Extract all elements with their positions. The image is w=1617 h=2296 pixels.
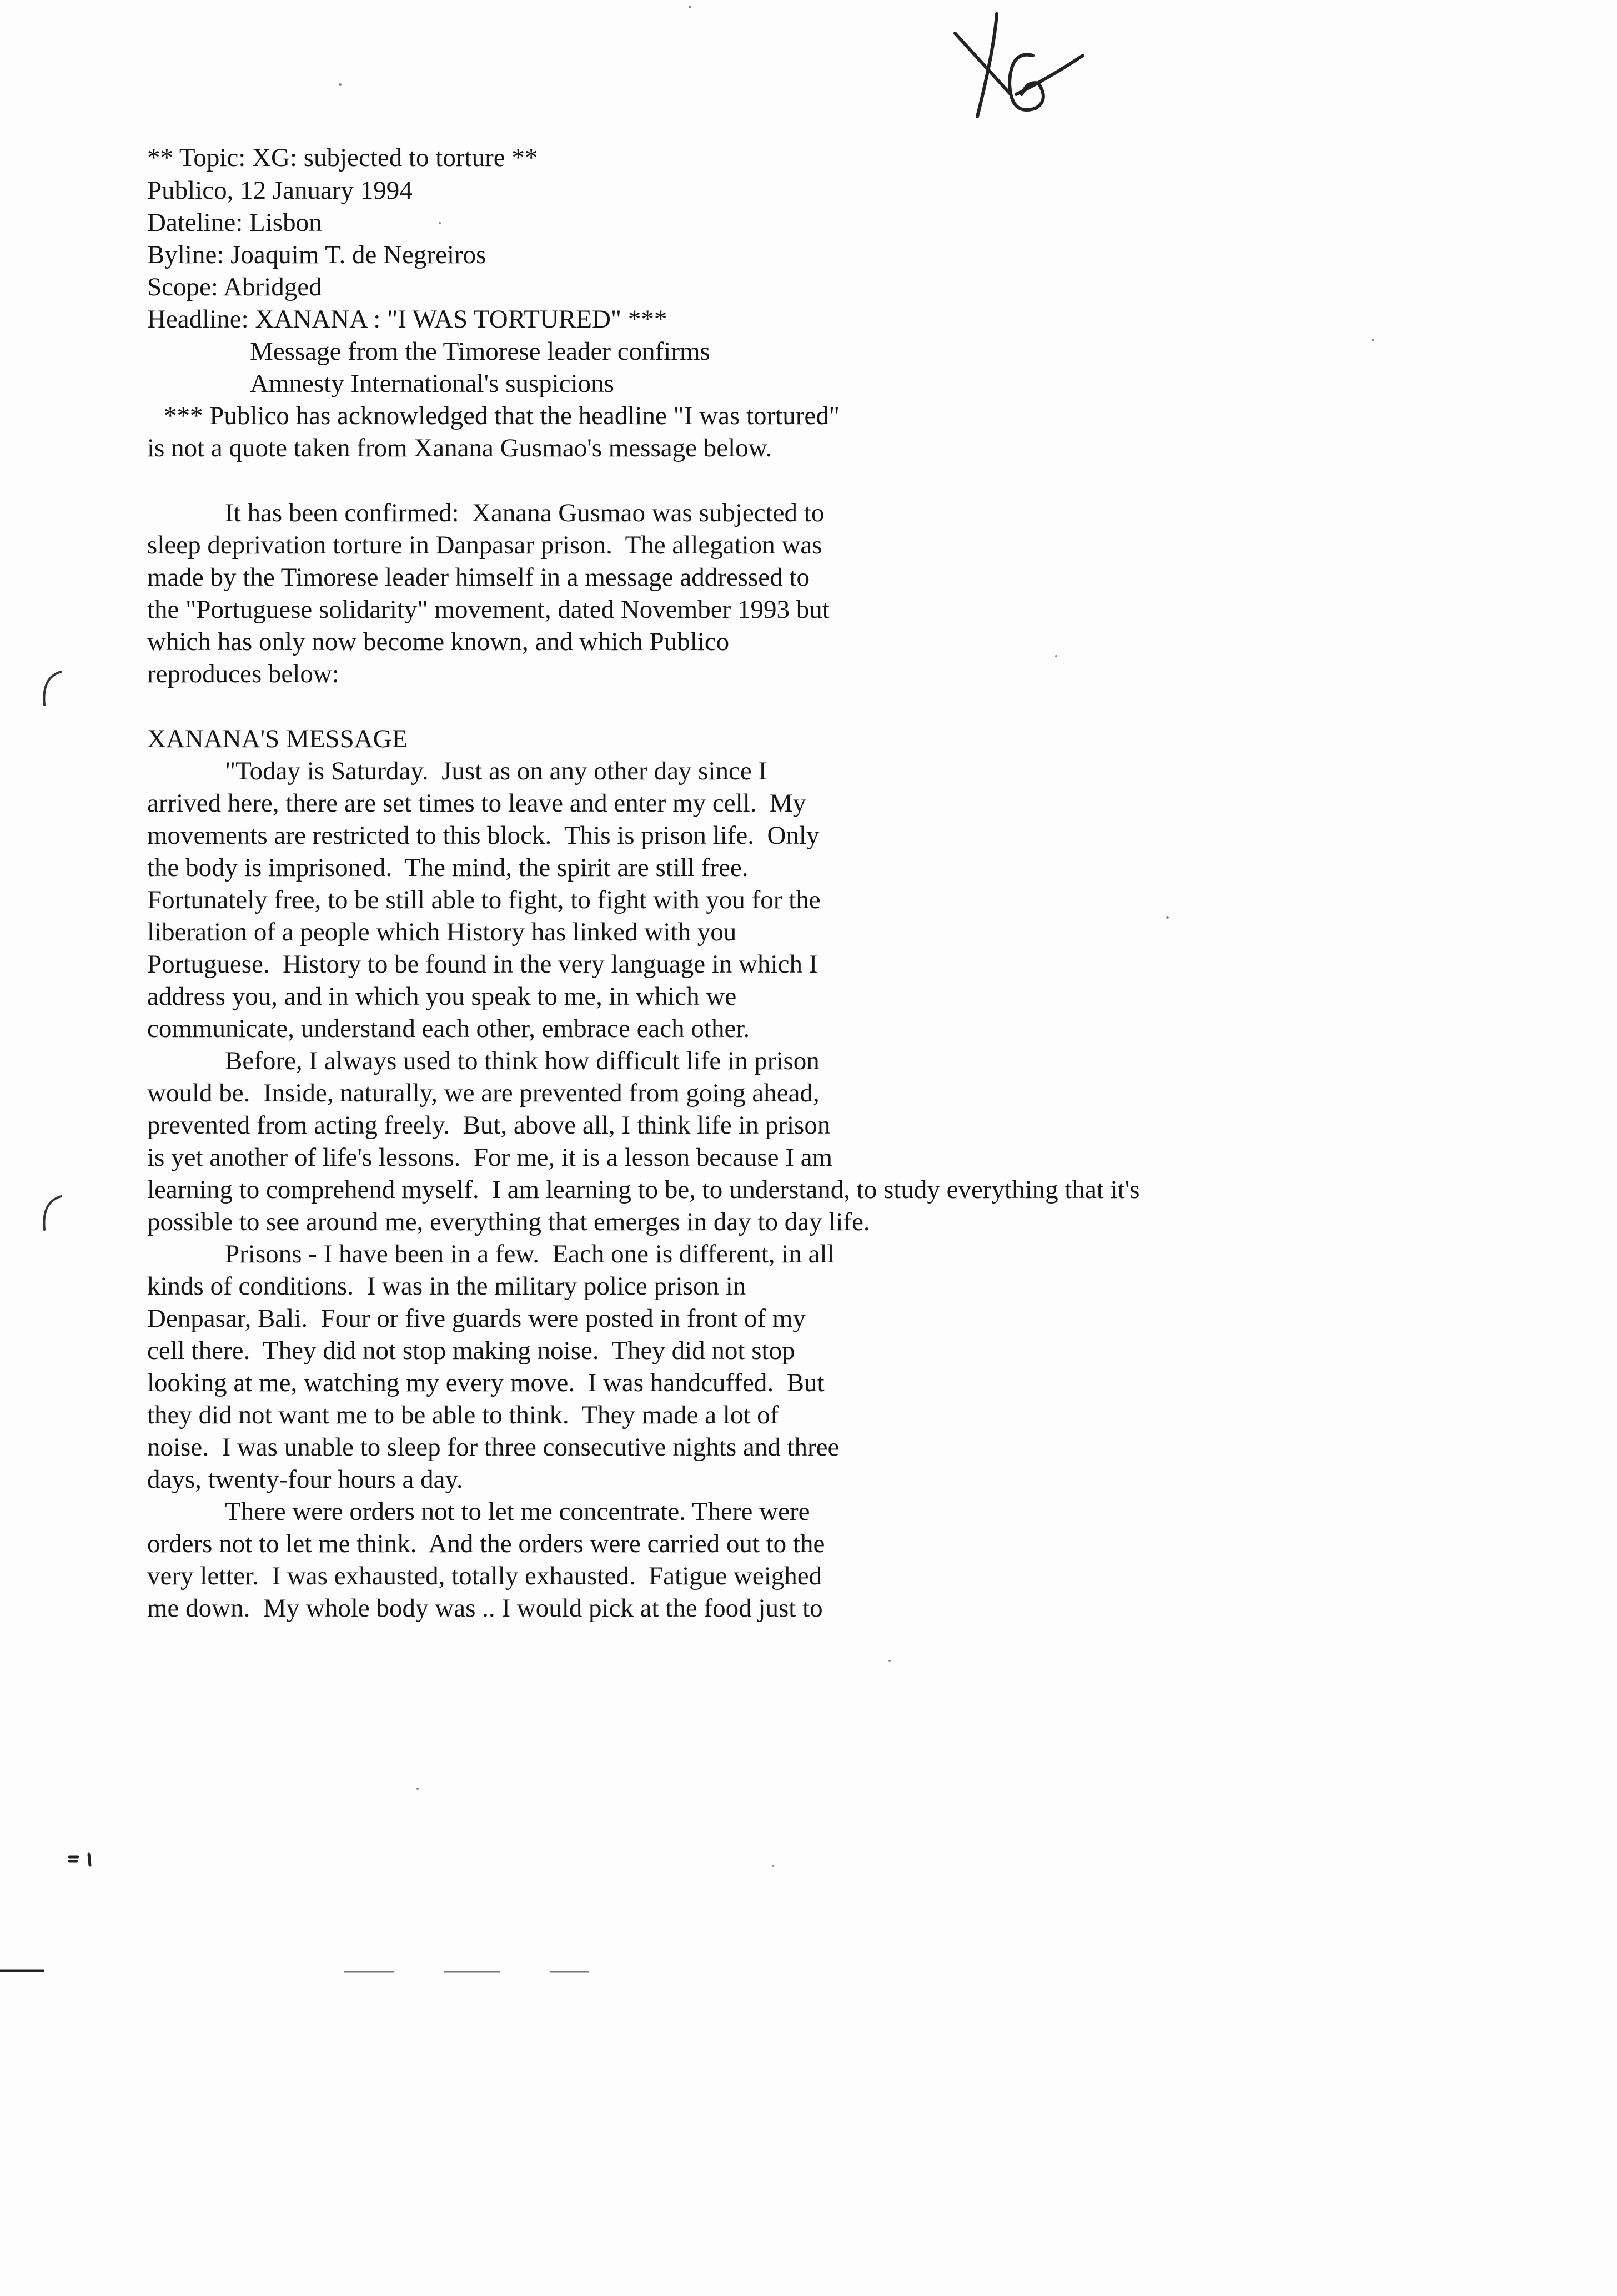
headline-line: Headline: XANANA : "I WAS TORTURED" *** (147, 305, 667, 334)
scan-speck (1372, 339, 1374, 341)
handwritten-xg-mark (944, 11, 1088, 139)
subhead-line-2: Amnesty International's suspicions (250, 369, 614, 398)
scan-speck (339, 83, 342, 86)
scan-edge-line (0, 1965, 611, 1976)
intro-line: which has only now become known, and which Publico (147, 627, 730, 656)
intro-line: reproduces below: (147, 659, 339, 688)
margin-punch-mark (39, 666, 67, 711)
message-line: movements are restricted to this block. This is prison life. Only (147, 821, 820, 850)
message-line: address you, and in which you speak to me, in which we (147, 982, 737, 1011)
message-line: orders not to let me think. And the orders were carried out to the (147, 1529, 825, 1558)
message-line: noise. I was unable to sleep for three consecutive nights and three (147, 1433, 840, 1462)
message-line: is yet another of life's lessons. For me, it is a lesson because I am (147, 1143, 833, 1172)
scan-speck (888, 1660, 891, 1662)
message-line: they did not want me to be able to think. They made a lot of (147, 1401, 779, 1429)
margin-punch-mark (39, 1191, 67, 1235)
intro-line: the "Portuguese solidarity" movement, dated November 1993 but (147, 595, 830, 624)
section-title: XANANA'S MESSAGE (147, 724, 408, 753)
message-line: "Today is Saturday. Just as on any other day since I (225, 757, 767, 786)
subhead-line-1: Message from the Timorese leader confirms (250, 337, 710, 366)
dateline-line: Dateline: Lisbon (147, 208, 322, 237)
scan-speck (772, 1865, 774, 1867)
message-line: Portuguese. History to be found in the very language in which I (147, 950, 818, 979)
note-line-1: *** Publico has acknowledged that the headline "I was tortured" (164, 401, 840, 430)
note-line-2: is not a quote taken from Xanana Gusmao's message below. (147, 434, 772, 462)
message-line: arrived here, there are set times to leave and enter my cell. My (147, 789, 806, 818)
scan-speck (416, 1788, 419, 1790)
scan-speck (1055, 655, 1057, 657)
intro-line: sleep deprivation torture in Danpasar prison. The allegation was (147, 531, 822, 560)
message-line: me down. My whole body was .. I would pick at the food just to (147, 1594, 823, 1623)
intro-line: made by the Timorese leader himself in a message addressed to (147, 563, 810, 592)
message-line: Denpasar, Bali. Four or five guards were posted in front of my (147, 1304, 806, 1333)
message-line: liberation of a people which History has linked with you (147, 918, 737, 946)
scan-speck (439, 222, 441, 224)
message-line: prevented from acting freely. But, above all, I think life in prison (147, 1111, 831, 1140)
message-line: the body is imprisoned. The mind, the spirit are still free. (147, 853, 749, 882)
message-line: Before, I always used to think how difficult life in prison (225, 1046, 820, 1075)
message-line: looking at me, watching my every move. I was handcuffed. But (147, 1368, 825, 1397)
message-line: would be. Inside, naturally, we are prevented from going ahead, (147, 1079, 820, 1107)
message-line: days, twenty-four hours a day. (147, 1465, 463, 1494)
source-line: Publico, 12 January 1994 (147, 176, 413, 205)
scan-speck (689, 6, 691, 8)
topic-line: ** Topic: XG: subjected to torture ** (147, 143, 538, 172)
scan-speck (1166, 916, 1169, 919)
message-line: Prisons - I have been in a few. Each one is different, in all (225, 1240, 835, 1268)
scan-artifact-mark (67, 1851, 100, 1868)
message-line: possible to see around me, everything that emerges in day to day life. (147, 1207, 870, 1236)
message-line: very letter. I was exhausted, totally exhausted. Fatigue weighed (147, 1562, 822, 1590)
byline-line: Byline: Joaquim T. de Negreiros (147, 240, 486, 269)
message-line: communicate, understand each other, embrace each other. (147, 1014, 750, 1043)
message-line: Fortunately free, to be still able to fight, to fight with you for the (147, 885, 821, 914)
message-line: kinds of conditions. I was in the military police prison in (147, 1272, 746, 1301)
scope-line: Scope: Abridged (147, 273, 322, 301)
message-line: learning to comprehend myself. I am learning to be, to understand, to study everything that it's (147, 1175, 1140, 1204)
message-line: There were orders not to let me concentrate. There were (225, 1497, 810, 1526)
message-line: cell there. They did not stop making noise. They did not stop (147, 1336, 795, 1365)
intro-line: It has been confirmed: Xanana Gusmao was subjected to (225, 499, 825, 527)
